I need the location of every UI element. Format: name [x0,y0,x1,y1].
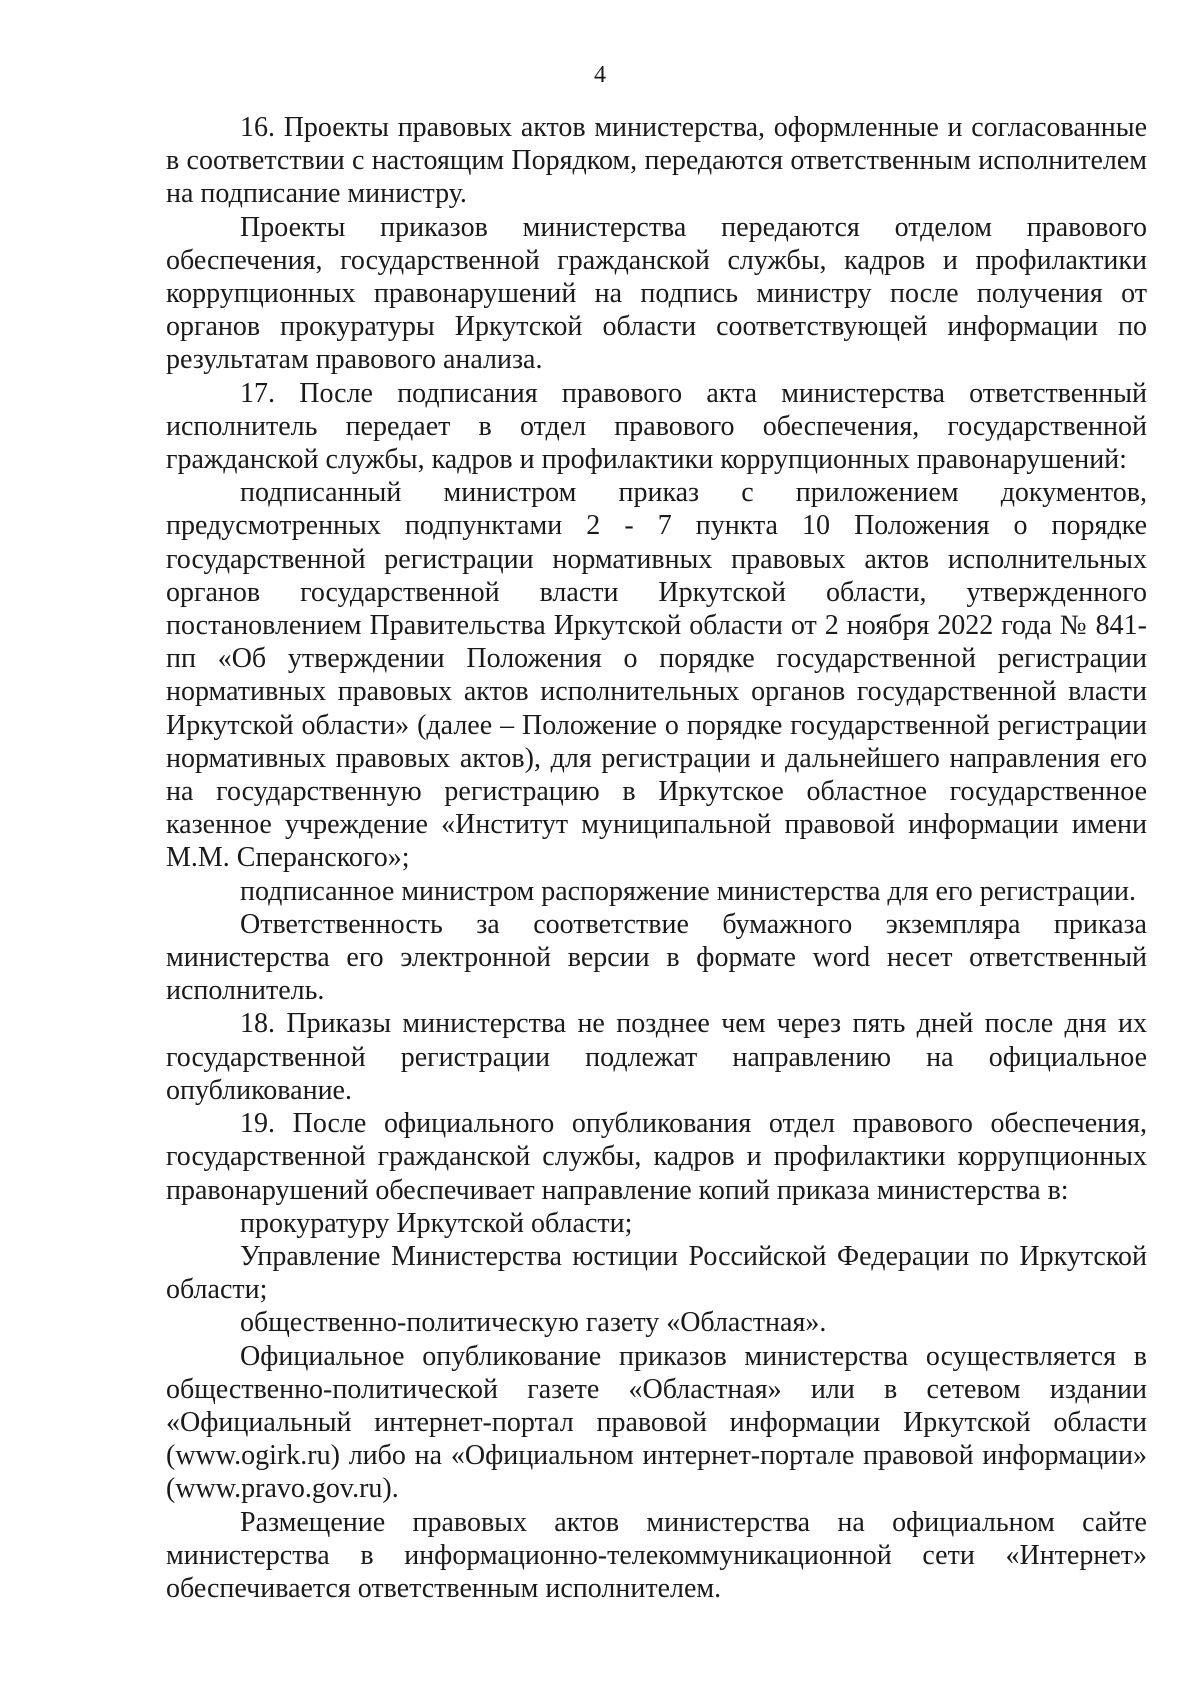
paragraph-orders-transfer: Проекты приказов министерства передаются отделом правового обеспечения, государственной гражданской службы, кадров и профилактики коррупционных правонарушений на подпись министру после получения от органов прокуратуры Иркутской области соответствующей информации по результатам правового анализа. [166,211,1147,376]
paragraph-18: 18. Приказы министерства не позднее чем через пять дней после дня их государственной регистрации подлежат направлению на официальное опубликование. [166,1008,1147,1106]
paragraph-website-placement: Размещение правовых актов министерства на официальном сайте министерства в информационно-телекоммуникационной сети «Интернет» обеспечивается ответственным исполнителем. [166,1506,1147,1604]
page-number: 4 [594,62,606,88]
paragraph-signed-order: подписанный министром приказ с приложением документов, предусмотренных подпунктами 2 - 7 пункта 10 Положения о порядке государственной регистрации нормативных правовых актов исполнительных органов государственной власти Иркутской области, утвержденного постановлением Правительства Иркутской области от 2 ноября 2022 года № 841-пп «Об утверждении Положения о порядке государственной регистрации нормативных правовых актов исполнительных органов государственной власти Иркутской области» (далее – Положение о порядке государственной регистрации нормативных правовых актов), для регистрации и дальнейшего направления его на государственную регистрацию в Иркутское областное государственное казенное учреждение «Институт муниципальной правовой информации имени М.М. Сперанского»; [166,477,1147,874]
paragraph-16: 16. Проекты правовых актов министерства, оформленные и согласованные в соответствии с настоящим Порядком, передаются ответственным исполнителем на подписание министру. [166,112,1147,210]
paragraph-justice-ministry: Управление Министерства юстиции Российской Федерации по Иркутской области; [166,1240,1147,1306]
paragraph-official-publication: Официальное опубликование приказов министерства осуществляется в общественно-политической газете «Областная» или в сетевом издании «Официальный интернет-портал правовой информации Иркутской области (www.ogirk.ru) либо на «Официальном интернет-портале правовой информации» (www.pravo.gov.ru). [166,1340,1147,1505]
paragraph-prosecutor: прокуратуру Иркутской области; [240,1207,633,1239]
paragraph-19: 19. После официального опубликования отдел правового обеспечения, государственной гражданской службы, кадров и профилактики коррупционных правонарушений обеспечивает направление копий приказа министерства в: [166,1108,1147,1206]
paragraph-responsibility: Ответственность за соответствие бумажного экземпляра приказа министерства его электронной версии в формате word несет ответственный исполнитель. [166,908,1147,1007]
paragraph-17: 17. После подписания правового акта министерства ответственный исполнитель передает в отдел правового обеспечения, государственной гражданской службы, кадров и профилактики коррупционных правонарушений: [166,377,1147,476]
paragraph-newspaper: общественно-политическую газету «Областная». [240,1307,827,1339]
paragraph-signed-directive: подписанное министром распоряжение министерства для его регистрации. [240,875,1137,907]
document-body [166,111,1147,1605]
